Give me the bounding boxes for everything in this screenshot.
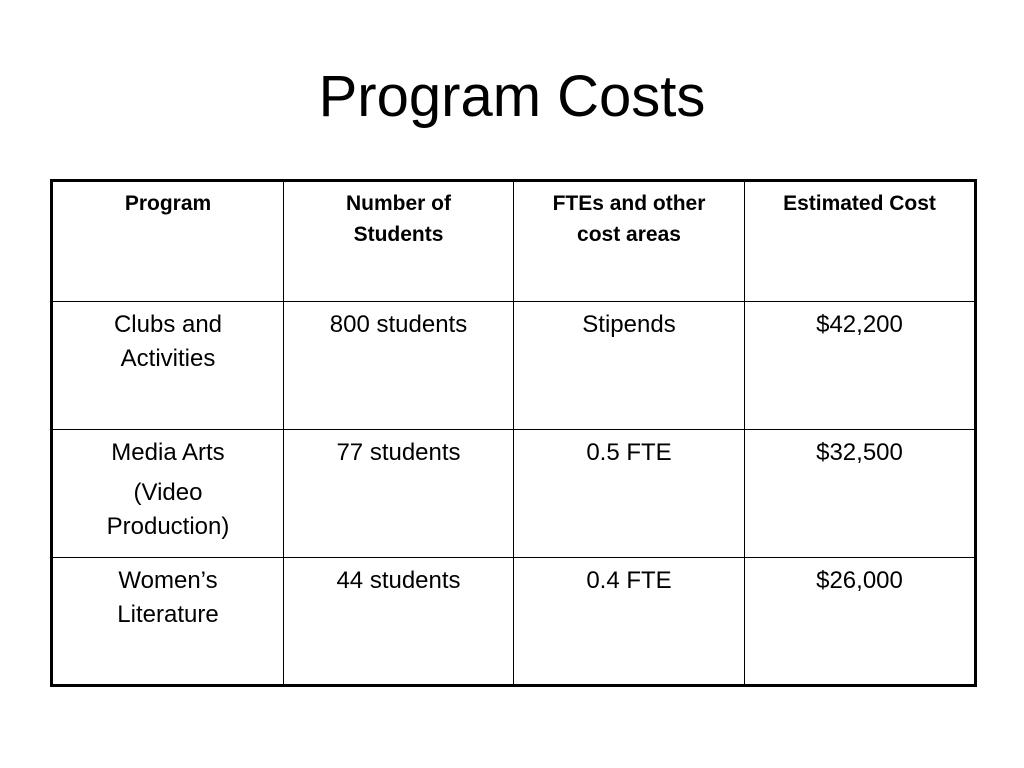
- cell-cost: $42,200: [745, 302, 976, 430]
- header-students-line-1: Number of: [346, 192, 451, 215]
- header-ftes-and-cost-areas: [514, 181, 745, 302]
- header-program-text: Program: [124, 192, 212, 215]
- cell-students: 800 students: [284, 302, 514, 430]
- header-program: [52, 181, 284, 302]
- cell-program: [52, 558, 284, 686]
- cell-program: [52, 302, 284, 430]
- program-costs-table: [50, 179, 977, 687]
- table-row: [52, 302, 976, 430]
- header-estimated-cost: [745, 181, 976, 302]
- header-students-line-2: Students: [353, 223, 444, 246]
- cell-fte: 0.5 FTE: [514, 430, 745, 558]
- header-fte-line-1: FTEs and other: [552, 192, 706, 215]
- program-line: Clubs and: [113, 311, 223, 338]
- table-row: [52, 558, 976, 686]
- table-row: [52, 430, 976, 558]
- program-line: Production): [106, 513, 230, 540]
- header-cost-text: Estimated Cost: [783, 192, 936, 215]
- table-header-row: [52, 181, 976, 302]
- program-line: (Video: [133, 479, 203, 506]
- header-number-of-students: [284, 181, 514, 302]
- cell-program: [52, 430, 284, 558]
- cell-students: 77 students: [284, 430, 514, 558]
- cell-cost: $32,500: [745, 430, 976, 558]
- cell-students: 44 students: [284, 558, 514, 686]
- cell-fte: Stipends: [514, 302, 745, 430]
- header-fte-line-2: cost areas: [577, 223, 681, 246]
- program-line: Women’s: [118, 567, 218, 594]
- cell-fte: 0.4 FTE: [514, 558, 745, 686]
- cell-cost: $26,000: [745, 558, 976, 686]
- program-line: Literature: [117, 601, 219, 628]
- program-line: Activities: [120, 345, 216, 372]
- slide-title: Program Costs: [318, 64, 706, 129]
- program-line: Media Arts: [111, 439, 225, 466]
